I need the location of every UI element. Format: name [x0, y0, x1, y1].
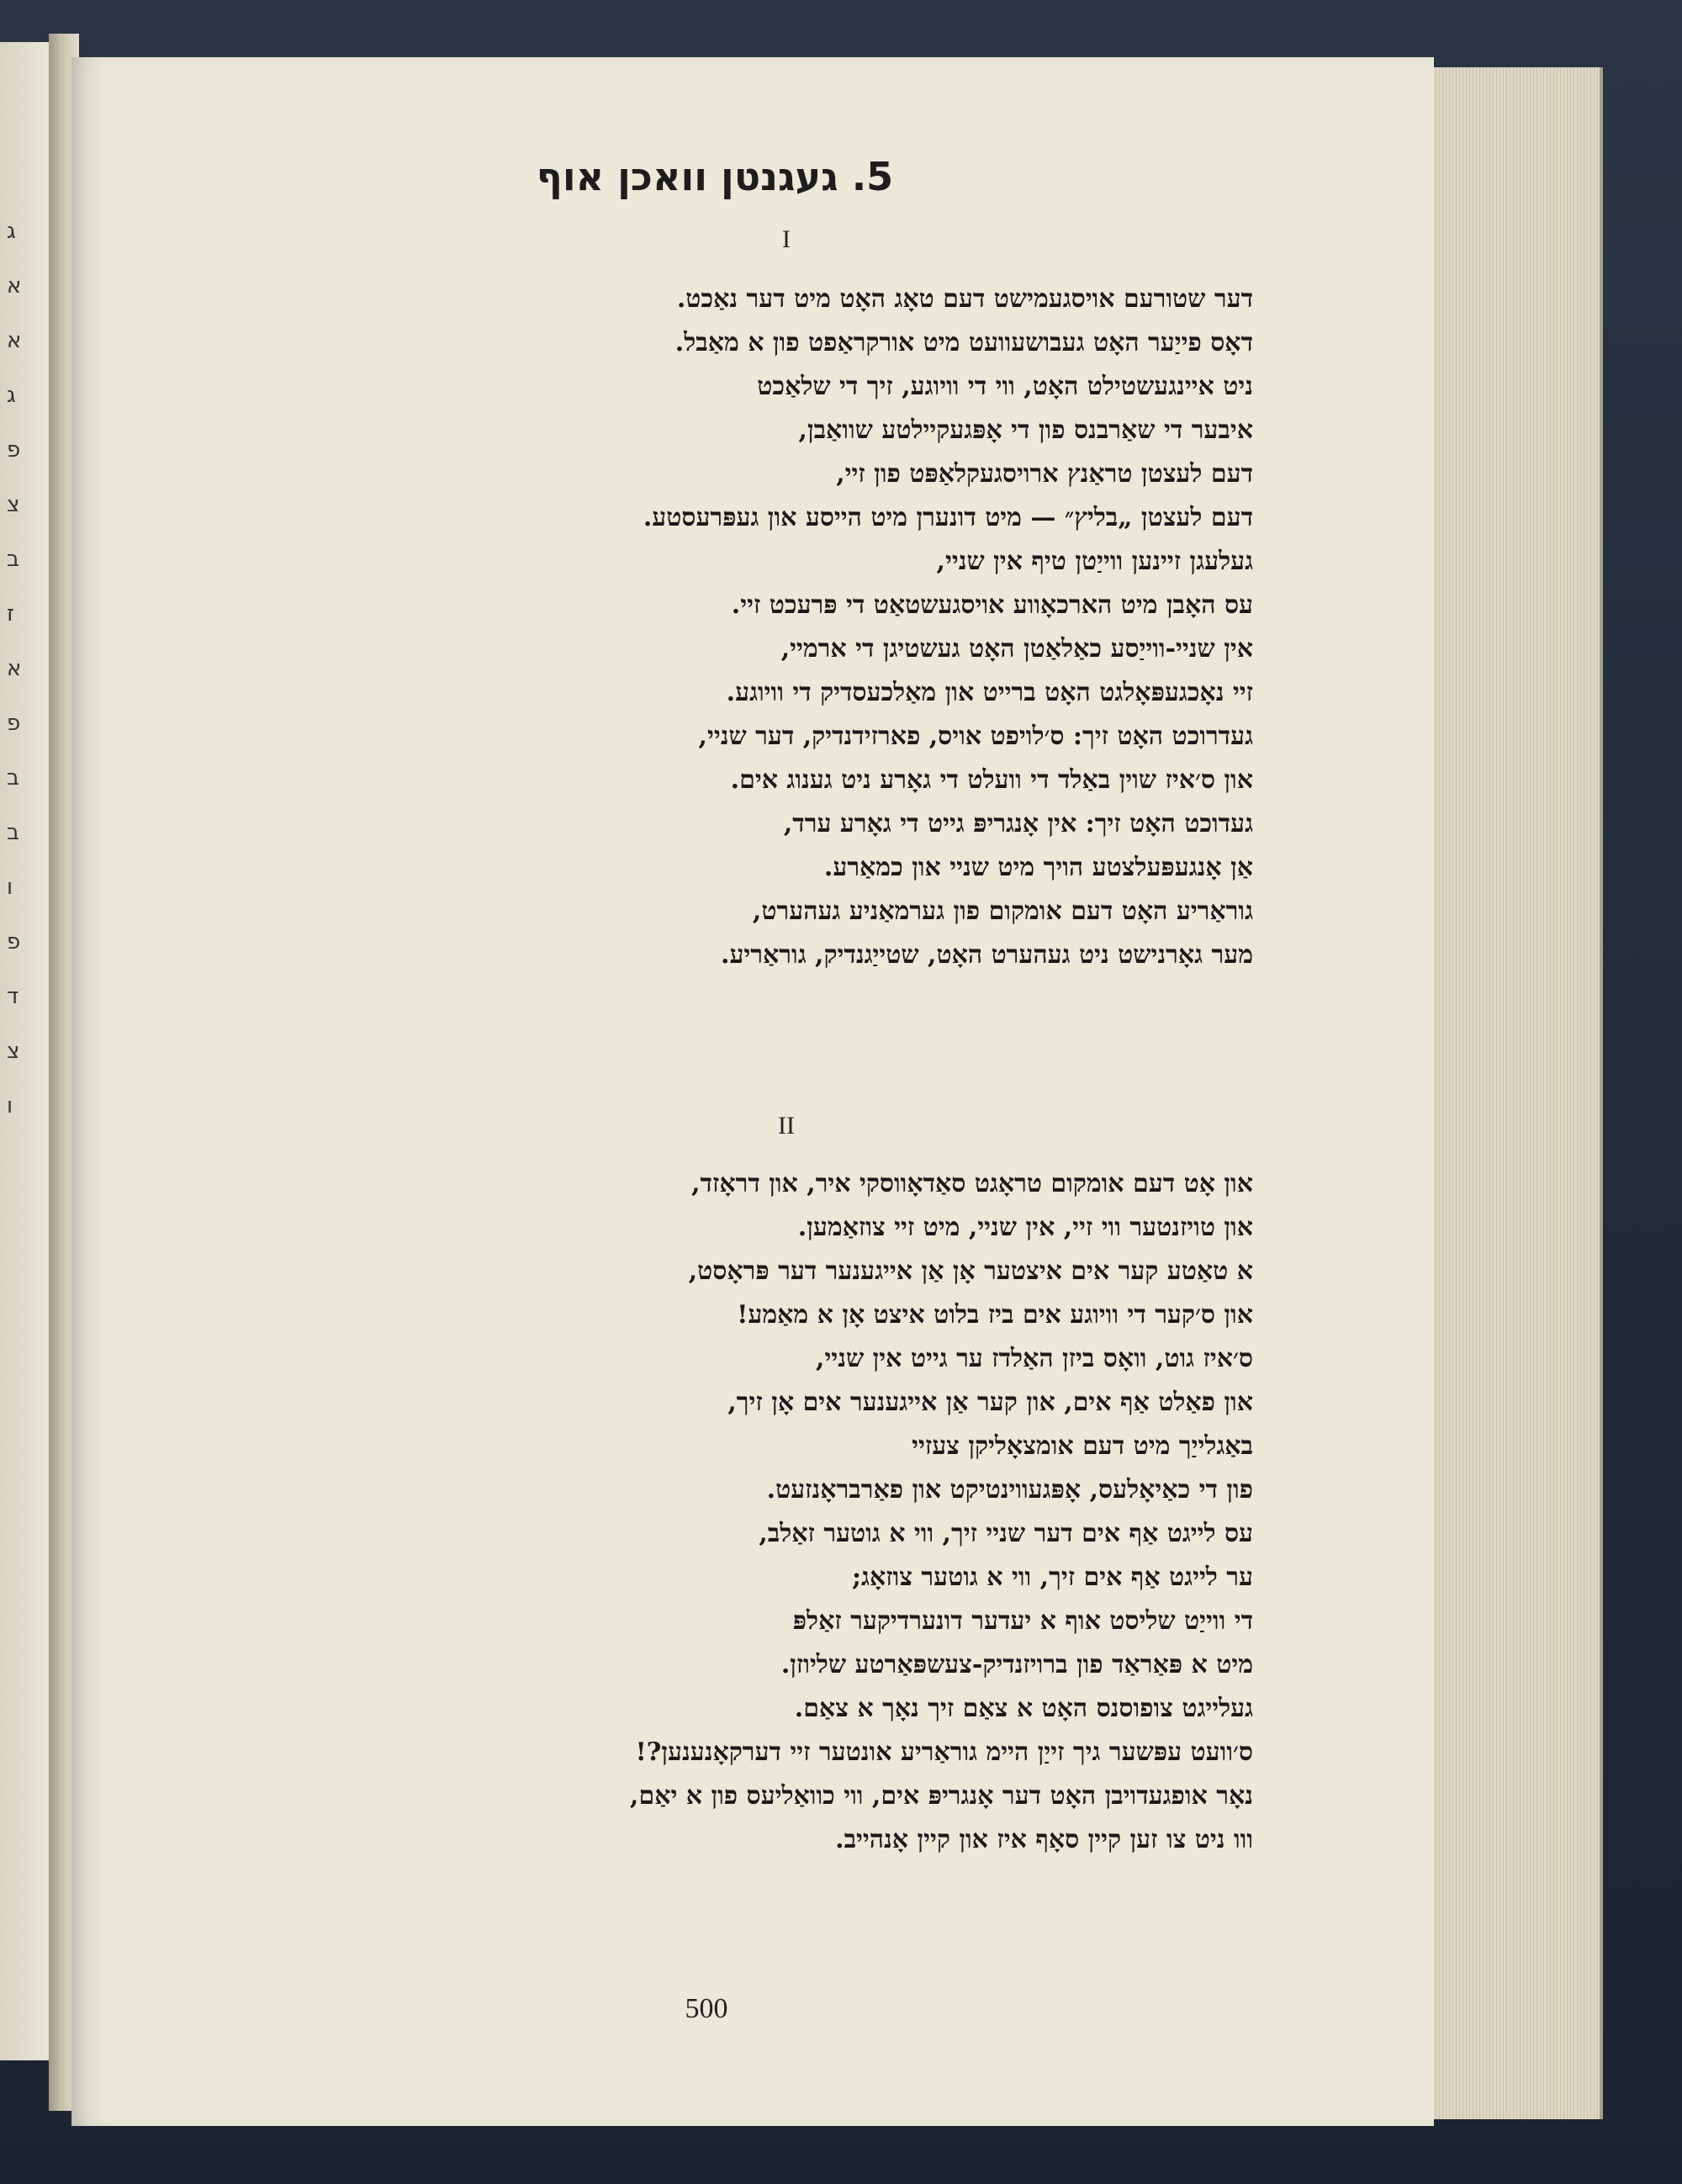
- left-page-fragment: ג: [7, 219, 16, 244]
- left-page-fragment: א: [7, 328, 22, 353]
- poem-line: עס לייגט אַף אים דער שניי זיך, ווי א גוטער זאַלב,: [759, 1519, 1253, 1548]
- poem-line: דער שטורעם אויסגעמישט דעם טאָג האָט מיט דער נאַכט.: [676, 284, 1253, 314]
- poem-section-2: [235, 1162, 1253, 1862]
- poem-line: און טויזנטער ווי זיי, אין שניי, מיט זיי צוזאַמען.: [797, 1213, 1253, 1242]
- left-page-fragment: א: [7, 273, 22, 299]
- left-page-fragment: ב: [7, 765, 20, 791]
- poem-line: ווו ניט צו זען קיין סאָף איז און קיין אָנהייב.: [835, 1825, 1253, 1854]
- page-title: 5. געגנטן וואכן אוף: [536, 154, 894, 199]
- poem-line: געדרוכט האָט זיך: ס׳לויפט אויס, פארזידנדיק, דער שניי,: [698, 722, 1253, 751]
- poem-line: פון די כאַיאָלעס, אָפּגעווינטיקט און פאַרבראָנזעט.: [766, 1475, 1253, 1504]
- poem-line: געלעגן זיינען ווייַטן טיף אין שניי,: [936, 547, 1253, 576]
- poem-line: און ס׳איז שוין באַלד די וועלט די גאָרע ניט גענוג אים.: [730, 765, 1253, 795]
- left-page-fragment: פ: [7, 929, 21, 955]
- left-page-fragment: פ: [7, 711, 21, 736]
- poem-line: און פאַלט אַף אים, און קער אַן אייגענער אים אָן זיך,: [727, 1388, 1253, 1417]
- poem-line: אַן אָנגעפּעלצטע הויך מיט שניי און כמאַרע.: [823, 853, 1253, 882]
- poem-line: גוראַריע האָט דעם אומקום פון גערמאַניע געהערט,: [752, 896, 1253, 926]
- left-page-fragment: ב: [7, 820, 20, 845]
- poem-line: און אָט דעם אומקום טראָגט סאַדאָווסקי איר, און דראָזד,: [691, 1169, 1253, 1198]
- page-number: 500: [685, 1993, 728, 2024]
- left-page-fragment: א: [7, 656, 22, 681]
- poem-line: עס האָבן מיט הארכאָווע אויסגעשטאַט די פּרעכט זיי.: [731, 590, 1253, 620]
- left-page-fragment: צ: [7, 1039, 20, 1064]
- poem-line: דעם לעצטן טראַנץ ארויסגעקלאַפּט פון זיי,: [836, 459, 1253, 489]
- poem-line: די ווייַט שליסט אוף א יעדער דונערדיקער זאַלפּ: [792, 1606, 1253, 1636]
- poem-line: און ס׳קער די וויוגע אים ביז בלוט איצט אָן א מאַמע!: [737, 1300, 1253, 1330]
- poem-line: זיי נאָכגעפּאָלגט האָט ברייט און מאַלכעסדיק די וויוגע.: [726, 678, 1253, 707]
- left-page-fragment: פ: [7, 437, 21, 463]
- poem-line: מער גאָרנישט ניט געהערט האָט, שטייַגנדיק, גוראַריע.: [721, 940, 1253, 970]
- left-page-fragment: ו: [7, 875, 13, 900]
- page-stack-edges: [1421, 67, 1603, 2119]
- left-page-fragment: ד: [7, 984, 19, 1009]
- poem-line: דעם לעצטן „בליץ״ — מיט דונערן מיט הייסע און געפּרעסטע.: [643, 503, 1253, 532]
- poem-line: געדוכט האָט זיך: אין אָנגריפּ גייט די גאָרע ערד,: [783, 809, 1253, 838]
- poem-line: געלייגט צופוסנס האָט א צאַם זיך נאָך א צאַם.: [794, 1694, 1253, 1723]
- left-page-fragment: ב: [7, 547, 20, 572]
- poem-line: נאָר אופגעדויבן האָט דער אָנגריפּ אים, ווי כוואַליעס פון א יאַם,: [630, 1781, 1253, 1811]
- left-page-fragment: צ: [7, 492, 20, 517]
- poem-line: איבער די שאַרבנס פון די אָפּגעקיילטע שוואַבן,: [798, 415, 1253, 445]
- poem-line: אין שניי-ווייַסע כאַלאַטן האָט געשטיגן די ארמיי,: [780, 634, 1253, 664]
- poem-line: ס׳וועט עפּשער גיך זייַן היימ גוראַריע אונטער זיי דערקאָנענען?!: [635, 1737, 1253, 1767]
- poem-line: ער לייגט אַף אים זיך, ווי א גוטער צוזאָג;: [851, 1563, 1253, 1592]
- poem-line: דאָס פייַער האָט געבושעוועט מיט אורקראַפט פון א מאַבל.: [674, 328, 1253, 357]
- left-page-fragment: ג: [7, 383, 16, 408]
- poem-line: באַגלייַך מיט דעם אומצאָליקן צעזיי: [912, 1431, 1253, 1461]
- poem-section-1: [235, 278, 1253, 977]
- section-label-1: I: [782, 225, 791, 253]
- section-label-2: II: [778, 1112, 795, 1140]
- poem-line: מיט א פּאַראַד פון ברויזנדיק-צעשפּאַרטע שליוזן.: [780, 1650, 1253, 1679]
- left-page-fragment: ז: [7, 601, 15, 627]
- poem-line: ס׳איז גוט, וואָס ביזן האַלדז ער גייט אין שניי,: [816, 1344, 1253, 1373]
- left-page-fragment: ו: [7, 1093, 13, 1118]
- poem-line: ניט איינגעשטילט האָט, ווי די וויוגע, זיך די שלאַכט: [757, 372, 1253, 401]
- poem-line: א טאַטע קער אים איצטער אָן אַן אייגענער דער פּראָסט,: [688, 1256, 1253, 1286]
